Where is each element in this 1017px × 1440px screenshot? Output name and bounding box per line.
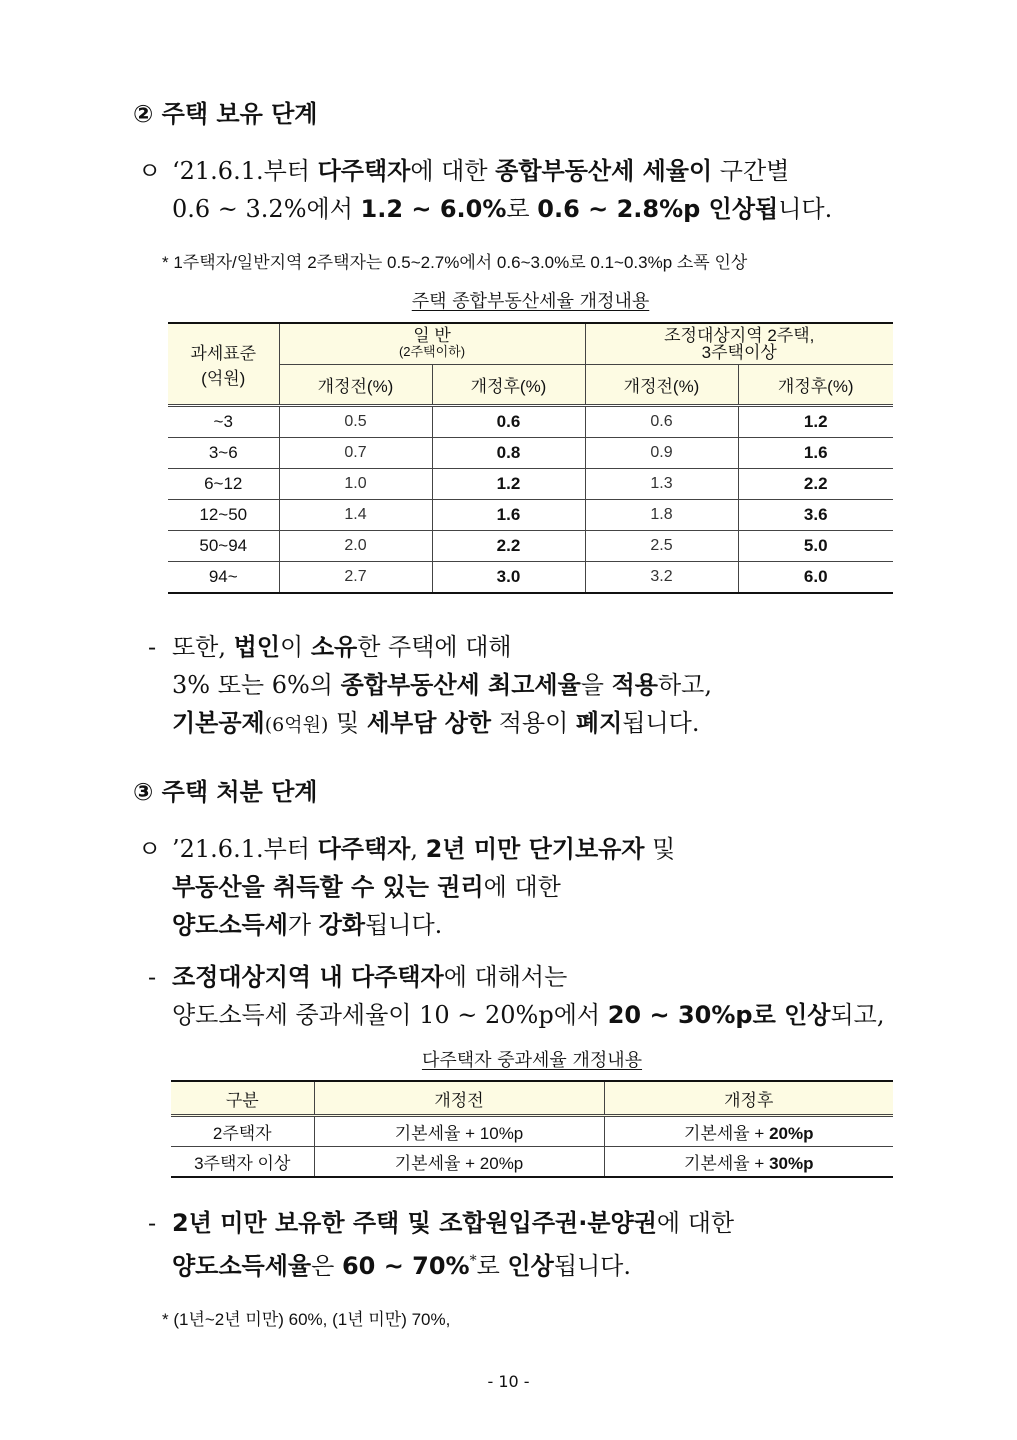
text: 이 xyxy=(280,633,311,661)
surcharge-table xyxy=(171,1080,893,1178)
text: 됩니다. xyxy=(553,1252,631,1280)
cell-after xyxy=(604,1147,893,1178)
paragraph-line xyxy=(172,704,892,744)
text: 기본세율 + xyxy=(684,1154,770,1173)
cell-value: 1.4 xyxy=(279,499,432,530)
header-text: 3주택이상 xyxy=(701,342,777,362)
cell-tax-base: 3~6 xyxy=(168,437,279,468)
bold-text: 1.2 ~ 6.0% xyxy=(360,195,507,223)
text: , xyxy=(410,835,426,863)
table-row xyxy=(168,437,893,468)
text: 에 대한 xyxy=(656,1209,735,1237)
text: 로 xyxy=(476,1252,508,1280)
cell-value: 0.6 xyxy=(432,405,585,437)
paragraph-line xyxy=(172,666,892,704)
cell-value: 1.6 xyxy=(432,499,585,530)
header-before: 개정전(%) xyxy=(279,364,432,405)
text: 됩니다. xyxy=(365,911,443,939)
bold-text: 조정대상지역 내 다주택자 xyxy=(172,963,444,991)
bold-text: 양도소득세 xyxy=(172,911,288,939)
tax-rate-table xyxy=(168,322,893,594)
paragraph-line xyxy=(172,868,892,906)
text: 에 대한 xyxy=(410,157,496,185)
page-number: - 10 - xyxy=(487,1372,530,1391)
paragraph-capital-gains xyxy=(172,830,892,944)
text: 가 xyxy=(287,911,319,939)
header-tax-base xyxy=(168,323,279,405)
bold-text: 다주택자 xyxy=(317,835,411,863)
cell-value: 2.7 xyxy=(279,561,432,593)
section-heading-holding: ② 주택 보유 단계 xyxy=(133,100,318,128)
paragraph-surcharge xyxy=(172,958,892,1034)
text: 3% 또는 6%의 xyxy=(172,671,341,699)
text: 로 xyxy=(506,195,538,223)
text: 에 대한 xyxy=(483,873,561,901)
text: 구간별 xyxy=(712,157,790,185)
cell-tax-base: 50~94 xyxy=(168,530,279,561)
cell-value: 0.9 xyxy=(585,437,738,468)
cell-tax-base: 6~12 xyxy=(168,468,279,499)
cell-value: 0.6 xyxy=(585,405,738,437)
cell-after xyxy=(604,1116,893,1147)
table-row xyxy=(168,468,893,499)
bold-text: 20%p xyxy=(769,1124,814,1143)
text: 및 xyxy=(644,835,676,863)
bold-text: 30%p xyxy=(769,1154,814,1173)
header-after: 개정후(%) xyxy=(738,364,893,405)
text: 니다. xyxy=(778,195,833,223)
footnote: * (1년~2년 미만) 60%, (1년 미만) 70%, xyxy=(162,1310,451,1329)
dash-marker: - xyxy=(148,963,157,991)
bold-text: 법인 xyxy=(233,633,281,661)
cell-value: 1.0 xyxy=(279,468,432,499)
paragraph-line xyxy=(172,958,892,996)
bold-text: 다주택자 xyxy=(317,157,411,185)
cell-kind: 2주택자 xyxy=(171,1116,314,1147)
paragraph-line xyxy=(172,996,892,1034)
table-caption: 다주택자 중과세율 개정내용 xyxy=(421,1050,643,1071)
text: 한 주택에 대해 xyxy=(357,633,512,661)
header-text: (억원) xyxy=(201,368,246,388)
cell-value: 0.8 xyxy=(432,437,585,468)
table-row xyxy=(168,561,893,593)
table-caption: 주택 종합부동산세율 개정내용 xyxy=(411,291,650,312)
paragraph-line xyxy=(172,152,872,190)
table-row xyxy=(171,1147,893,1178)
bold-text: 폐지 xyxy=(575,709,623,737)
cell-tax-base: 12~50 xyxy=(168,499,279,530)
text: ’21.6.1.부터 xyxy=(172,835,318,863)
bold-text: 2년 미만 단기보유자 xyxy=(425,835,645,863)
header-after: 개정후(%) xyxy=(432,364,585,405)
cell-value: 1.8 xyxy=(585,499,738,530)
header-after: 개정후 xyxy=(604,1081,893,1116)
paragraph-line xyxy=(172,830,892,868)
footnote-mark: * xyxy=(469,1253,477,1269)
bold-text: 강화 xyxy=(318,911,366,939)
bold-text: 세부담 상한 xyxy=(366,709,492,737)
paragraph-line xyxy=(172,1242,892,1285)
cell-value: 1.6 xyxy=(738,437,893,468)
dash-marker: - xyxy=(148,633,157,661)
header-adjusted-area xyxy=(585,323,893,364)
paragraph-line xyxy=(172,906,892,944)
text: 적용이 xyxy=(491,709,576,737)
cell-value: 2.2 xyxy=(432,530,585,561)
section-heading-disposal: ③ 주택 처분 단계 xyxy=(133,778,318,806)
bold-text: 종합부동산세 최고세율 xyxy=(340,671,581,699)
paragraph-line xyxy=(172,190,872,228)
cell-tax-base: ~3 xyxy=(168,405,279,437)
header-kind: 구분 xyxy=(171,1081,314,1116)
text: 을 xyxy=(580,671,612,699)
bold-text: 0.6 ~ 2.8%p 인상됩 xyxy=(537,195,779,223)
cell-value: 1.2 xyxy=(738,405,893,437)
header-text: 조정대상지역 2주택, xyxy=(664,325,815,345)
footnote: * 1주택자/일반지역 2주택자는 0.5~2.7%에서 0.6~3.0%로 0.1~0.3%p 소폭 인상 xyxy=(162,253,748,272)
bold-text: 양도소득세율 xyxy=(172,1252,312,1280)
cell-kind: 3주택자 이상 xyxy=(171,1147,314,1178)
table-row xyxy=(168,405,893,437)
cell-value: 0.7 xyxy=(279,437,432,468)
cell-value: 3.0 xyxy=(432,561,585,593)
bold-text: 적용 xyxy=(611,671,658,699)
text: 하고, xyxy=(658,671,712,699)
paragraph-line xyxy=(172,1204,892,1242)
text: 은 xyxy=(311,1252,342,1280)
text: 또한, xyxy=(172,633,234,661)
cell-value: 5.0 xyxy=(738,530,893,561)
cell-value: 3.2 xyxy=(585,561,738,593)
cell-tax-base: 94~ xyxy=(168,561,279,593)
header-general xyxy=(279,323,585,364)
header-text: 과세표준 xyxy=(190,343,257,363)
paragraph-tax-rate xyxy=(172,152,872,228)
header-before: 개정전(%) xyxy=(585,364,738,405)
text: 기본세율 + xyxy=(684,1124,770,1143)
text: 양도소득세 중과세율이 10 ~ 20%p에서 xyxy=(172,1001,608,1029)
cell-value: 6.0 xyxy=(738,561,893,593)
dash-marker: - xyxy=(148,1209,157,1237)
paragraph-line xyxy=(172,628,892,666)
bold-text: 2년 미만 보유한 주택 및 조합원입주권·분양권 xyxy=(172,1209,657,1237)
table-row xyxy=(171,1116,893,1147)
text: 및 xyxy=(328,709,367,737)
bold-text: 60 ~ 70% xyxy=(341,1252,470,1280)
text: 0.6 ~ 3.2%에서 xyxy=(172,195,361,223)
cell-value: 2.2 xyxy=(738,468,893,499)
text: ‘21.6.1.부터 xyxy=(172,157,318,185)
paragraph-corporate xyxy=(172,628,892,744)
header-subtext: (2주택이하) xyxy=(398,343,466,359)
cell-value: 3.6 xyxy=(738,499,893,530)
cell-value: 1.2 xyxy=(432,468,585,499)
text: 되고, xyxy=(830,1001,885,1029)
bullet-marker: ㅇ xyxy=(138,157,162,185)
cell-value: 0.5 xyxy=(279,405,432,437)
text: 됩니다. xyxy=(622,709,700,737)
bold-text: 20 ~ 30%p로 인상 xyxy=(607,1001,831,1029)
bold-text: 소유 xyxy=(310,633,358,661)
table-row xyxy=(168,530,893,561)
bold-text: 부동산을 취득할 수 있는 권리 xyxy=(172,873,484,901)
bullet-marker: ㅇ xyxy=(138,835,162,863)
paragraph-short-term xyxy=(172,1204,892,1285)
cell-value: 1.3 xyxy=(585,468,738,499)
cell-before: 기본세율 + 20%p xyxy=(314,1147,604,1178)
header-text: 일 반 xyxy=(413,325,451,345)
cell-value: 2.0 xyxy=(279,530,432,561)
text: (6억원) xyxy=(264,714,329,736)
bold-text: 종합부동산세 세율이 xyxy=(495,157,713,185)
bold-text: 기본공제 xyxy=(172,709,265,737)
bold-text: 인상 xyxy=(507,1252,554,1280)
header-before: 개정전 xyxy=(314,1081,604,1116)
table-row xyxy=(168,499,893,530)
cell-value: 2.5 xyxy=(585,530,738,561)
cell-before: 기본세율 + 10%p xyxy=(314,1116,604,1147)
text: 에 대해서는 xyxy=(443,963,568,991)
